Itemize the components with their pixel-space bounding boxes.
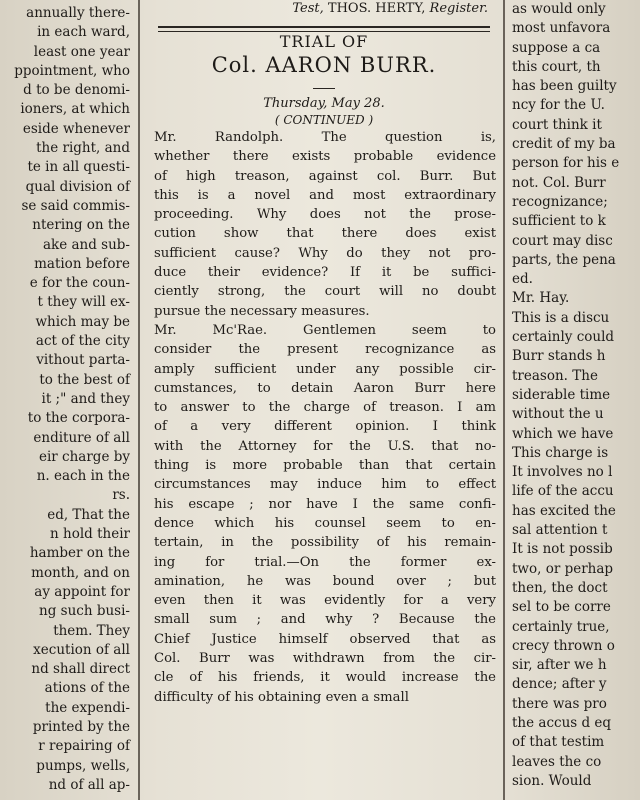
article-body: [148, 128, 500, 707]
text-line: n. each in the: [36, 468, 130, 485]
article-line: his escape ; nor have I the same confi-: [154, 496, 496, 512]
text-line: annually there-: [26, 5, 130, 21]
article-line: Chief Justice himself observed that as: [154, 631, 496, 647]
text-line: This is a discu: [512, 309, 610, 326]
article-line: ing for trial.—On the former ex-: [154, 554, 496, 570]
text-line: sal attention t: [512, 522, 608, 539]
text-line: has been guilty: [512, 78, 617, 95]
text-line: vithout parta-: [36, 352, 130, 369]
text-line: t they will ex-: [37, 294, 130, 311]
article-line: amply sufficient under any possible cir-: [154, 361, 496, 377]
article-line: cumstances, to detain Aaron Burr here: [154, 380, 496, 396]
text-line: which we have: [512, 425, 614, 442]
article-line: consider the present recognizance as: [154, 342, 496, 358]
text-line: enditure of all: [33, 429, 130, 446]
article-line: Col. Burr was withdrawn from the cir-: [154, 651, 496, 667]
column-rule-left: [138, 0, 140, 800]
headline-aaron-burr: Col. AARON BURR.: [211, 53, 437, 77]
article-line: difficulty of his obtaining even a small: [154, 689, 409, 705]
text-line: in each ward,: [37, 24, 130, 41]
text-line: recognizance;: [512, 193, 608, 210]
text-line: treason. The: [512, 367, 598, 384]
text-line: se said commis-: [21, 197, 130, 214]
text-line: as would only: [512, 1, 606, 17]
article-line: pursue the necessary measures.: [154, 303, 370, 319]
text-line: it ;" and they: [41, 390, 130, 407]
text-line: two, or perhap: [512, 560, 614, 577]
text-line: crecy thrown o: [512, 637, 615, 654]
text-line: certainly could: [512, 329, 615, 346]
text-line: this court, th: [512, 58, 601, 75]
short-dash-divider: [313, 88, 335, 89]
text-line: e for the coun-: [29, 275, 130, 292]
text-line: without the u: [512, 406, 604, 423]
article-line: with the Attorney for the U.S. that no-: [154, 438, 496, 454]
text-line: pumps, wells,: [36, 757, 130, 774]
text-line: dence; after y: [512, 676, 607, 693]
center-column: [148, 0, 500, 800]
text-line: nd of all ap-: [48, 776, 130, 793]
article-line: of high treason, against col. Burr. But: [154, 168, 496, 184]
text-line: sel to be corre: [512, 599, 611, 616]
article-line: thing is more probable than that certain: [154, 458, 496, 474]
left-column: [0, 0, 134, 800]
headline-trial-of: TRIAL OF: [279, 32, 369, 51]
article-line: this is a novel and most extraordinary: [154, 187, 496, 203]
text-line: eir charge by: [39, 448, 130, 465]
text-line: there was pro: [512, 695, 607, 712]
text-line: ed.: [512, 271, 533, 288]
text-line: to the corpora-: [27, 410, 130, 427]
text-line: credit of my ba: [512, 136, 616, 153]
register-signature: [148, 0, 500, 18]
text-line: person for his e: [512, 155, 620, 172]
text-line: the expendi-: [45, 699, 130, 716]
continued-label: ( CONTINUED ): [274, 113, 374, 127]
article-line: dence which his counsel seem to en-: [154, 515, 496, 531]
text-line: This charge is: [512, 444, 609, 461]
article-line: duce their evidence? If it be suffici-: [154, 265, 496, 281]
article-line: circumstances may induce him to effect: [154, 477, 496, 493]
text-line: ake and sub-: [42, 236, 130, 253]
text-line: ed, That the: [47, 506, 130, 523]
text-line: certainly true,: [512, 618, 610, 635]
text-line: suppose a ca: [512, 39, 601, 56]
article-line: cution show that there does exist: [154, 226, 496, 242]
text-line: rs.: [112, 487, 130, 504]
text-line: ng such busi-: [39, 603, 130, 620]
text-line: the accus d eq: [512, 714, 612, 731]
article-line: ciently strong, the court will no doubt: [154, 284, 496, 300]
article-line: sufficient cause? Why do they not pro-: [154, 245, 496, 261]
signature-title: Register.: [429, 1, 488, 16]
text-line: to the best of: [39, 371, 130, 388]
article-line: small sum ; and why ? Because the: [154, 612, 496, 628]
signature-name: THOS. HERTY,: [327, 1, 426, 16]
text-line: xecution of all: [33, 641, 130, 658]
text-line: sir, after we h: [512, 657, 607, 674]
text-line: printed by the: [32, 718, 130, 735]
right-column: [508, 0, 640, 800]
text-line: act of the city: [35, 333, 130, 350]
article-line: even then it was evidently for a very: [154, 593, 496, 609]
text-line: ay appoint for: [34, 583, 130, 600]
text-line: ntering on the: [32, 217, 130, 234]
text-line: court may disc: [512, 232, 613, 249]
text-line: which may be: [35, 313, 130, 330]
text-line: sufficient to k: [512, 213, 606, 230]
text-line: then, the doct: [512, 579, 608, 596]
text-line: court think it: [512, 116, 602, 133]
article-line: proceeding. Why does not the prose-: [154, 207, 496, 223]
text-line: life of the accu: [512, 483, 614, 500]
text-line: ioners, at which: [20, 101, 130, 118]
text-line: has excited the: [512, 502, 616, 519]
text-line: Mr. Hay.: [512, 290, 570, 307]
text-line: month, and on: [31, 564, 130, 581]
text-line: d to be denomi-: [23, 82, 130, 99]
text-line: n hold their: [50, 526, 130, 543]
article-line: Mr. Mc'Rae. Gentlemen seem to: [154, 322, 496, 338]
text-line: nd shall direct: [31, 661, 130, 678]
article-line: amination, he was bound over ; but: [154, 573, 496, 589]
article-line: Mr. Randolph. The question is,: [154, 130, 496, 145]
text-line: ppointment, who: [14, 62, 130, 79]
text-line: It is not possib: [512, 541, 613, 558]
article-line: cle of his friends, it would increase the: [154, 670, 496, 686]
text-line: hamber on the: [29, 545, 130, 562]
signature-prefix: Test,: [292, 1, 324, 16]
text-line: the right, and: [36, 140, 130, 157]
text-line: sion. Would: [512, 772, 592, 789]
text-line: r repairing of: [38, 738, 130, 755]
text-line: leaves the co: [512, 753, 602, 770]
text-line: It involves no l: [512, 464, 613, 481]
article-line: to answer to the charge of treason. I am: [154, 400, 496, 416]
text-line: least one year: [33, 43, 130, 60]
article-date: Thursday, May 28.: [263, 96, 385, 111]
article-line: whether there exists probable evidence: [154, 149, 496, 165]
text-line: of that testim: [512, 734, 605, 751]
text-line: ncy for the U.: [512, 97, 605, 114]
text-line: eside whenever: [22, 120, 130, 137]
text-line: Burr stands h: [512, 348, 606, 365]
text-line: te in all questi-: [27, 159, 130, 176]
text-line: most unfavora: [512, 20, 611, 37]
text-line: mation before: [34, 255, 130, 272]
article-line: of a very different opinion. I think: [154, 419, 496, 435]
text-line: ations of the: [44, 680, 130, 697]
article-line: tertain, in the possibility of his remain-: [154, 535, 496, 551]
text-line: them. They: [53, 622, 130, 639]
text-line: siderable time: [512, 386, 611, 403]
column-rule-right: [503, 0, 505, 800]
text-line: not. Col. Burr: [512, 174, 606, 191]
text-line: qual division of: [25, 178, 130, 195]
text-line: parts, the pena: [512, 251, 616, 268]
